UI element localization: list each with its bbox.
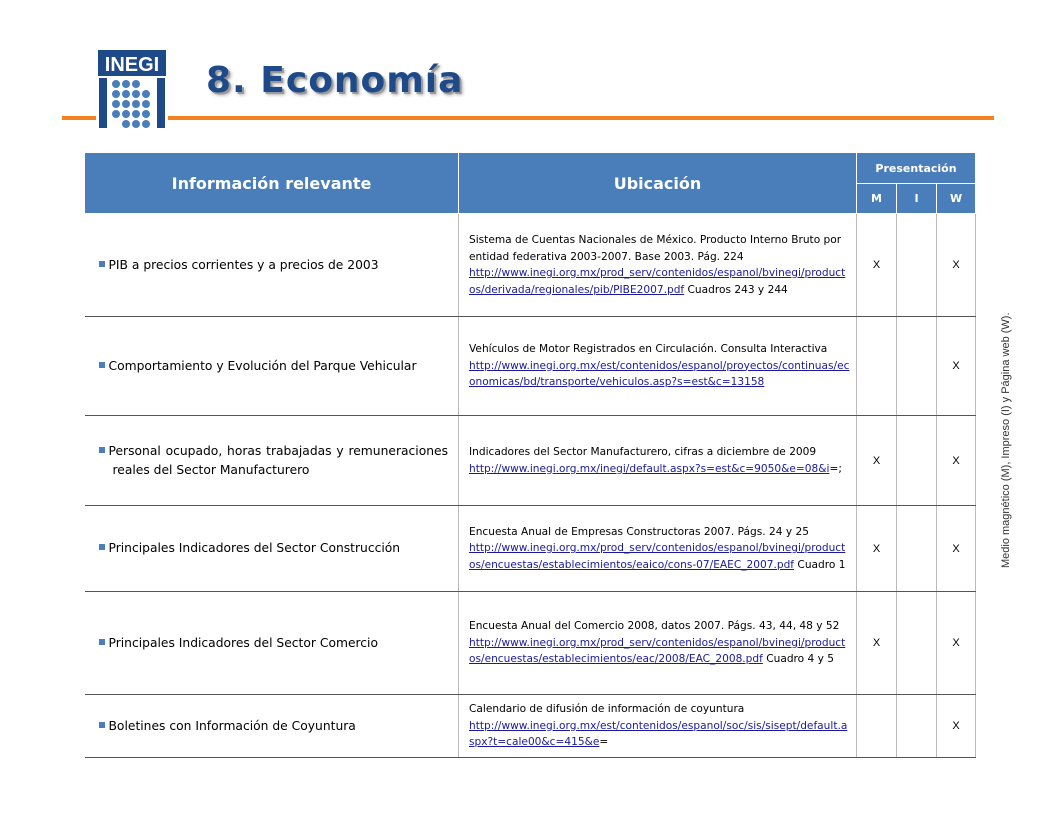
header-m: M xyxy=(857,184,897,214)
bullet-icon xyxy=(99,362,105,368)
cell-w: X xyxy=(937,416,976,506)
bullet-icon xyxy=(99,447,105,453)
cell-w: X xyxy=(937,317,976,416)
cell-m xyxy=(857,317,897,416)
bullet-icon xyxy=(99,722,105,728)
cell-w: X xyxy=(937,592,976,695)
row-location-text: Sistema de Cuentas Nacionales de México. Producto Interno Bruto por entidad federativa 2003-2007. Base 2003. Pág. 224 xyxy=(469,234,842,263)
cell-w: X xyxy=(937,506,976,592)
header-location: Ubicación xyxy=(459,153,857,214)
cell-i xyxy=(897,592,937,695)
table-row xyxy=(85,214,976,317)
header-presentation: Presentación xyxy=(857,153,976,184)
cell-m: X xyxy=(857,592,897,695)
cell-m: X xyxy=(857,416,897,506)
cell-i xyxy=(897,416,937,506)
row-info: PIB a precios corrientes y a precios de 2003 xyxy=(108,257,379,272)
table-row xyxy=(85,506,976,592)
row-info: Principales Indicadores del Sector Comercio xyxy=(108,635,378,650)
header-i: I xyxy=(897,184,937,214)
header-w: W xyxy=(937,184,976,214)
header-info: Información relevante xyxy=(85,153,459,214)
page-title: 8. Economía xyxy=(206,60,464,101)
row-location-after: Cuadro 1 xyxy=(797,558,846,571)
inegi-logo xyxy=(96,48,168,130)
row-location-text: Encuesta Anual de Empresas Constructoras 2007. Págs. 24 y 25 xyxy=(469,525,809,538)
row-link[interactable]: http://www.inegi.org.mx/inegi/default.aspx?s=est&c=9050&e=08&i xyxy=(469,462,830,475)
bullet-icon xyxy=(99,544,105,550)
row-info: Personal ocupado, horas trabajadas y remuneraciones reales del Sector Manufacturero xyxy=(108,443,448,477)
row-info: Principales Indicadores del Sector Construcción xyxy=(108,541,401,555)
cell-i xyxy=(897,695,937,758)
row-location-after: Cuadros 243 y 244 xyxy=(687,283,788,296)
cell-m: X xyxy=(857,214,897,317)
cell-i xyxy=(897,506,937,592)
table-row xyxy=(85,317,976,416)
row-location-after: =; xyxy=(829,462,842,475)
table-row xyxy=(85,592,976,695)
row-location-text: Encuesta Anual del Comercio 2008, datos 2007. Págs. 43, 44, 48 y 52 xyxy=(469,620,840,633)
row-info: Comportamiento y Evolución del Parque Vehicular xyxy=(108,358,417,373)
table-row xyxy=(85,695,976,758)
row-location-after: Cuadro 4 y 5 xyxy=(766,653,835,666)
row-link[interactable]: http://www.inegi.org.mx/prod_serv/contenidos/espanol/bvinegi/productos/derivada/regionales/pib/PIBE2007.pdf xyxy=(469,267,846,296)
table-row xyxy=(85,416,976,506)
logo-text: INEGI xyxy=(104,54,160,76)
row-location-text: Vehículos de Motor Registrados en Circulación. Consulta Interactiva xyxy=(469,343,828,356)
row-link[interactable]: http://www.inegi.org.mx/prod_serv/contenidos/espanol/bvinegi/productos/encuestas/establecimientos/eac/2008/EAC_2008.pdf xyxy=(469,636,846,666)
bullet-icon xyxy=(99,639,105,645)
presentation-legend: Medio magnético (M), Impreso (I) y Página web (W). xyxy=(1000,312,1012,568)
economy-table xyxy=(84,152,976,758)
row-location-text: Indicadores del Sector Manufacturero, cifras a diciembre de 2009 xyxy=(469,446,817,458)
row-info: Boletines con Información de Coyuntura xyxy=(108,718,356,733)
row-link[interactable]: http://www.inegi.org.mx/est/contenidos/espanol/proyectos/continuas/economicas/bd/transporte/vehiculos.asp?s=est&c=13158 xyxy=(469,359,850,389)
cell-i xyxy=(897,214,937,317)
row-link[interactable]: http://www.inegi.org.mx/est/contenidos/espanol/soc/sis/sisept/default.aspx?t=cale00&c=415&e xyxy=(469,719,848,749)
row-link[interactable]: http://www.inegi.org.mx/prod_serv/contenidos/espanol/bvinegi/productos/encuestas/establecimientos/eaico/cons-07/EAEC_2007.pdf xyxy=(469,542,846,571)
cell-m: X xyxy=(857,506,897,592)
row-location-after: = xyxy=(599,736,609,749)
cell-w: X xyxy=(937,695,976,758)
cell-i xyxy=(897,317,937,416)
header-divider xyxy=(62,116,994,120)
cell-w: X xyxy=(937,214,976,317)
cell-m xyxy=(857,695,897,758)
row-location-text: Calendario de difusión de información de coyuntura xyxy=(469,703,745,716)
bullet-icon xyxy=(99,261,105,267)
